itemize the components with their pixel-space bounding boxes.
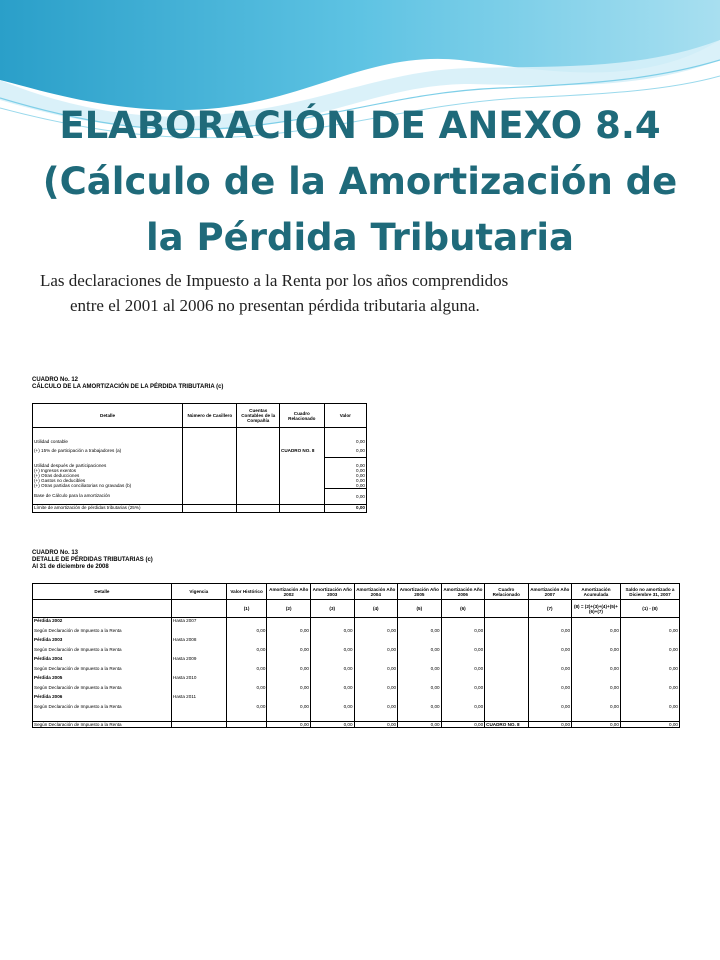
c12-empty (237, 488, 280, 504)
c12-empty (183, 504, 237, 512)
c12-cuadro: CUADRO NO. 8 (280, 444, 325, 458)
c13-vigencia: Hasta 2011 (171, 694, 226, 699)
c13-value: 0,00 (441, 623, 485, 637)
c13-value: 0,00 (310, 699, 354, 713)
cuadro13-caption-3: Al 31 de diciembre de 2008 (32, 564, 109, 570)
c13-value: 0,00 (572, 699, 621, 713)
c13-empty (171, 623, 226, 637)
c13-value: 0,00 (528, 699, 572, 713)
c13-value: 0,00 (226, 699, 267, 713)
c13-value: 0,00 (398, 699, 442, 713)
c12-empty (280, 504, 325, 512)
c13-value: 0,00 (441, 661, 485, 675)
c13-value: 0,00 (572, 680, 621, 694)
subtitle-line-1: Las declaraciones de Impuesto a la Renta por los años comprendidos (40, 271, 509, 290)
c13-value: 0,00 (310, 680, 354, 694)
c13-header: Cuadro Relacionado (485, 584, 528, 600)
c13-value: 0,00 (572, 642, 621, 656)
c13-code: (3) (310, 600, 354, 618)
c13-value: 0,00 (620, 699, 679, 713)
c13-value: 0,00 (226, 680, 267, 694)
c13-value: 0,00 (398, 661, 442, 675)
c13-spacer-row (33, 713, 680, 721)
title-line-1: ELABORACIÓN DE ANEXO 8.4 (59, 104, 661, 147)
c12-empty (183, 428, 237, 444)
c13-header: Vigencia (171, 584, 226, 600)
c12-detalle: (+) Otras partidas conciliatorias no gravadas (b) (33, 483, 183, 489)
c13-empty (226, 721, 267, 727)
c13-value: 0,00 (354, 699, 398, 713)
c12-valor: 0,00 (324, 428, 366, 444)
c13-vigencia: Hasta 2007 (171, 618, 226, 624)
c12-cuadro (280, 428, 325, 444)
c13-code: (1) (226, 600, 267, 618)
c13-empty (33, 713, 172, 721)
c12-detalle: (+) Otras deducciones (33, 473, 183, 478)
c13-value: 0,00 (226, 623, 267, 637)
c13-code: (4) (354, 600, 398, 618)
c13-value: 0,00 (528, 661, 572, 675)
c12-detalle: Utilidad contable (33, 428, 183, 444)
c12-header: Cuentas Contables de la Compañía (237, 404, 280, 428)
c13-empty (267, 713, 311, 721)
cuadro12-caption-2: CÁLCULO DE LA AMORTIZACIÓN DE LA PÉRDIDA TRIBUTARIA (c) (32, 384, 224, 390)
c12-header: Valor (324, 404, 366, 428)
c13-code: (2) (267, 600, 311, 618)
c12-valor: 0,00 (324, 483, 366, 489)
c13-value: 0,00 (620, 661, 679, 675)
title-line-3: la Pérdida Tributaria (146, 216, 574, 259)
c13-value: 0,00 (620, 623, 679, 637)
c12-valor: 0,00 (324, 444, 366, 458)
c13-empty (310, 713, 354, 721)
c13-value: 0,00 (441, 680, 485, 694)
c13-cuadro-empty (485, 642, 528, 656)
c13-code: (6) (441, 600, 485, 618)
c13-cuadro-empty (485, 699, 528, 713)
c13-header: Saldo no amortizado a Diciembre 31, 2007 (620, 584, 679, 600)
c13-value: 0,00 (620, 680, 679, 694)
slide-subtitle (40, 268, 690, 318)
c13-group-detail-row (33, 699, 680, 713)
c13-total-value: 0,00 (398, 721, 442, 727)
c13-cuadro-empty (485, 623, 528, 637)
c13-group-title: Pérdida 2006 (33, 694, 172, 699)
c12-header: Detalle (33, 404, 183, 428)
c13-total-value: 0,00 (620, 721, 679, 727)
c12-empty (183, 444, 237, 458)
c13-empty (226, 713, 267, 721)
c13-value: 0,00 (398, 680, 442, 694)
c13-total-cuadro: CUADRO NO. 8 (485, 721, 528, 727)
c13-vigencia: Hasta 2010 (171, 675, 226, 680)
c13-group-detail-row (33, 680, 680, 694)
c13-value: 0,00 (441, 699, 485, 713)
c13-value: 0,00 (528, 680, 572, 694)
c13-group-detail-row (33, 642, 680, 656)
c12-empty (183, 458, 237, 468)
c12-empty (237, 428, 280, 444)
c13-value: 0,00 (528, 642, 572, 656)
subtitle-line-2: entre el 2001 al 2006 no presentan pérdida tributaria alguna. (70, 296, 480, 315)
cuadro12-caption-1: CUADRO No. 12 (32, 377, 79, 383)
c13-value: 0,00 (528, 623, 572, 637)
c13-empty (171, 642, 226, 656)
c13-vigencia: Hasta 2009 (171, 656, 226, 661)
c13-value: 0,00 (398, 623, 442, 637)
c13-cuadro-empty (485, 680, 528, 694)
c13-empty (171, 680, 226, 694)
c13-total-value: 0,00 (572, 721, 621, 727)
c13-total-row (33, 721, 680, 727)
c13-detalle: Según Declaración de Impuesto a la Renta (33, 623, 172, 637)
c13-code: (1) - (8) (620, 600, 679, 618)
c13-value: 0,00 (310, 642, 354, 656)
c12-header: Número de Casillero (183, 404, 237, 428)
c12-detalle: Límite de amortización de pérdidas tributarias (25%) (33, 504, 183, 512)
c13-value: 0,00 (267, 623, 311, 637)
c12-empty (280, 458, 325, 468)
c13-empty (171, 721, 226, 727)
c13-value: 0,00 (572, 623, 621, 637)
c13-code: (8) = (2)+(3)+(4)+(5)+(6)+(7) (572, 600, 621, 618)
c13-total-value: 0,00 (267, 721, 311, 727)
cuadro13-table (32, 583, 680, 728)
c13-header: Amortización Año 2006 (441, 584, 485, 600)
c13-value: 0,00 (620, 642, 679, 656)
c13-group-detail-row (33, 623, 680, 637)
c13-group-title: Pérdida 2004 (33, 656, 172, 661)
c13-value: 0,00 (354, 623, 398, 637)
c13-total-detalle: Según Declaración de Impuesto a la Renta (33, 721, 172, 727)
c12-valor: 0,00 (324, 504, 366, 512)
c12-valor: 0,00 (324, 488, 366, 504)
c13-empty (485, 713, 528, 721)
c13-empty (441, 713, 485, 721)
c13-empty (171, 661, 226, 675)
c13-detalle: Según Declaración de Impuesto a la Renta (33, 680, 172, 694)
c13-empty (572, 713, 621, 721)
c12-valor: 0,00 (324, 468, 366, 473)
c13-value: 0,00 (572, 661, 621, 675)
c12-detalle: (+) 15% de participación a trabajadores (a) (33, 444, 183, 458)
c13-empty (620, 713, 679, 721)
c13-total-value: 0,00 (528, 721, 572, 727)
c13-group-title: Pérdida 2005 (33, 675, 172, 680)
c13-value: 0,00 (398, 642, 442, 656)
c13-value: 0,00 (226, 642, 267, 656)
c13-value: 0,00 (354, 680, 398, 694)
c13-group-detail-row (33, 661, 680, 675)
c13-code: (5) (398, 600, 442, 618)
c13-header: Detalle (33, 584, 172, 600)
c13-value: 0,00 (226, 661, 267, 675)
c12-valor: 0,00 (324, 458, 366, 468)
c13-header: Amortización Acumulada (572, 584, 621, 600)
c13-header: Amortización Año 2007 (528, 584, 572, 600)
c13-detalle: Según Declaración de Impuesto a la Renta (33, 642, 172, 656)
c13-empty (354, 713, 398, 721)
c13-detalle: Según Declaración de Impuesto a la Renta (33, 661, 172, 675)
c13-value: 0,00 (267, 680, 311, 694)
c12-detalle: Base de Cálculo para la amortización (33, 488, 183, 504)
cuadro13-caption-2: DETALLE DE PÉRDIDAS TRIBUTARIAS (c) (32, 557, 153, 563)
c12-detalle: (+) Ingresos exentos (33, 468, 183, 473)
c13-header: Amortización Año 2003 (310, 584, 354, 600)
c13-value: 0,00 (310, 661, 354, 675)
c12-header: Cuadro Relacionado (280, 404, 325, 428)
c13-vigencia: Hasta 2008 (171, 637, 226, 642)
c12-empty (237, 504, 280, 512)
c13-header: Valor Histórico (226, 584, 267, 600)
c12-empty (237, 458, 280, 468)
c12-detalle: Utilidad después de participaciones (33, 458, 183, 468)
c12-valor: 0,00 (324, 478, 366, 483)
c13-detalle: Según Declaración de Impuesto a la Renta (33, 699, 172, 713)
c13-value: 0,00 (267, 699, 311, 713)
c13-empty (171, 699, 226, 713)
c13-value: 0,00 (441, 642, 485, 656)
c13-value: 0,00 (267, 642, 311, 656)
c12-empty (237, 444, 280, 458)
c13-code (485, 600, 528, 618)
c12-detalle: (+) Gastos no deducibles (33, 478, 183, 483)
c13-code (171, 600, 226, 618)
cuadro12-table (32, 403, 367, 513)
c13-group-title: Pérdida 2002 (33, 618, 172, 624)
c13-code (33, 600, 172, 618)
c13-header: Amortización Año 2002 (267, 584, 311, 600)
c13-empty (171, 713, 226, 721)
title-line-2: (Cálculo de la Amortización de (42, 160, 678, 203)
c13-header: Amortización Año 2004 (354, 584, 398, 600)
spreadsheet-image (30, 373, 682, 758)
slide-title (0, 98, 720, 266)
c12-empty (183, 488, 237, 504)
c13-empty (398, 713, 442, 721)
c13-total-value: 0,00 (310, 721, 354, 727)
c13-total-value: 0,00 (441, 721, 485, 727)
c12-empty (280, 488, 325, 504)
c13-empty (528, 713, 572, 721)
c13-header: Amortización Año 2005 (398, 584, 442, 600)
c13-total-value: 0,00 (354, 721, 398, 727)
c13-value: 0,00 (354, 642, 398, 656)
c13-code: (7) (528, 600, 572, 618)
c13-value: 0,00 (310, 623, 354, 637)
c13-value: 0,00 (267, 661, 311, 675)
c13-cuadro-empty (485, 661, 528, 675)
c13-value: 0,00 (354, 661, 398, 675)
c12-valor: 0,00 (324, 473, 366, 478)
cuadro13-caption-1: CUADRO No. 13 (32, 550, 79, 556)
c13-group-title: Pérdida 2003 (33, 637, 172, 642)
